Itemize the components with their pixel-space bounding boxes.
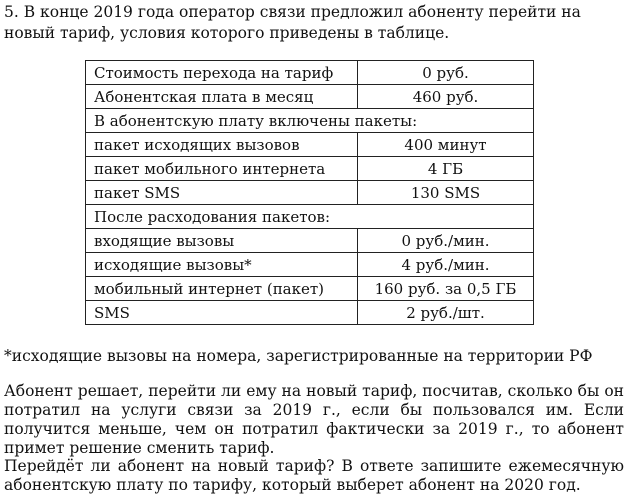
table-cell-param: пакет мобильного интернета — [86, 157, 358, 181]
table-cell-param: пакет SMS — [86, 181, 358, 205]
table-row — [86, 85, 534, 109]
tariff-table — [85, 60, 534, 325]
footnote: *исходящие вызовы на номера, зарегистрированные на территории РФ — [4, 347, 593, 365]
task-number: 5. — [4, 3, 19, 21]
question-paragraph: Перейдёт ли абонент на новый тариф? В ответе запишите ежемесячную абонентскую плату по тарифу, который выберет абонент на 2020 год. — [4, 457, 624, 494]
table-row — [86, 277, 534, 301]
table-row — [86, 61, 534, 85]
task-statement — [4, 2, 626, 44]
table-row — [86, 181, 534, 205]
table-section-heading — [86, 205, 534, 229]
table-cell-param: пакет исходящих вызовов — [86, 133, 358, 157]
table-row — [86, 229, 534, 253]
table-cell-value: 0 руб./мин. — [358, 229, 534, 253]
table-cell-value: 2 руб./шт. — [358, 301, 534, 325]
included-packages-heading: В абонентскую плату включены пакеты: — [86, 109, 534, 133]
table-cell-value: 160 руб. за 0,5 ГБ — [358, 277, 534, 301]
table-cell-param: SMS — [86, 301, 358, 325]
after-packages-heading: После расходования пакетов: — [86, 205, 534, 229]
table-row — [86, 133, 534, 157]
table-cell-param: мобильный интернет (пакет) — [86, 277, 358, 301]
table-cell-value: 4 ГБ — [358, 157, 534, 181]
task-intro: В конце 2019 года оператор связи предложил абоненту перейти на новый тариф, условия которого приведены в таблице. — [4, 3, 581, 42]
table-row — [86, 157, 534, 181]
table-row — [86, 253, 534, 277]
table-cell-value: 130 SMS — [358, 181, 534, 205]
table-cell-param: исходящие вызовы* — [86, 253, 358, 277]
table-cell-value: 4 руб./мин. — [358, 253, 534, 277]
condition-paragraph: Абонент решает, перейти ли ему на новый тариф, посчитав, сколько бы он потратил на услуги связи за 2019 г., если бы пользовался им. Если получится меньше, чем он потратил фактически за 2019 г., то абонент примет решение сменить тариф. — [4, 382, 624, 457]
table-cell-value: 0 руб. — [358, 61, 534, 85]
table-cell-param: Абонентская плата в месяц — [86, 85, 358, 109]
table-section-heading — [86, 109, 534, 133]
table-cell-param: входящие вызовы — [86, 229, 358, 253]
table-cell-value: 460 руб. — [358, 85, 534, 109]
table-row — [86, 301, 534, 325]
table-cell-value: 400 минут — [358, 133, 534, 157]
table-cell-param: Стоимость перехода на тариф — [86, 61, 358, 85]
